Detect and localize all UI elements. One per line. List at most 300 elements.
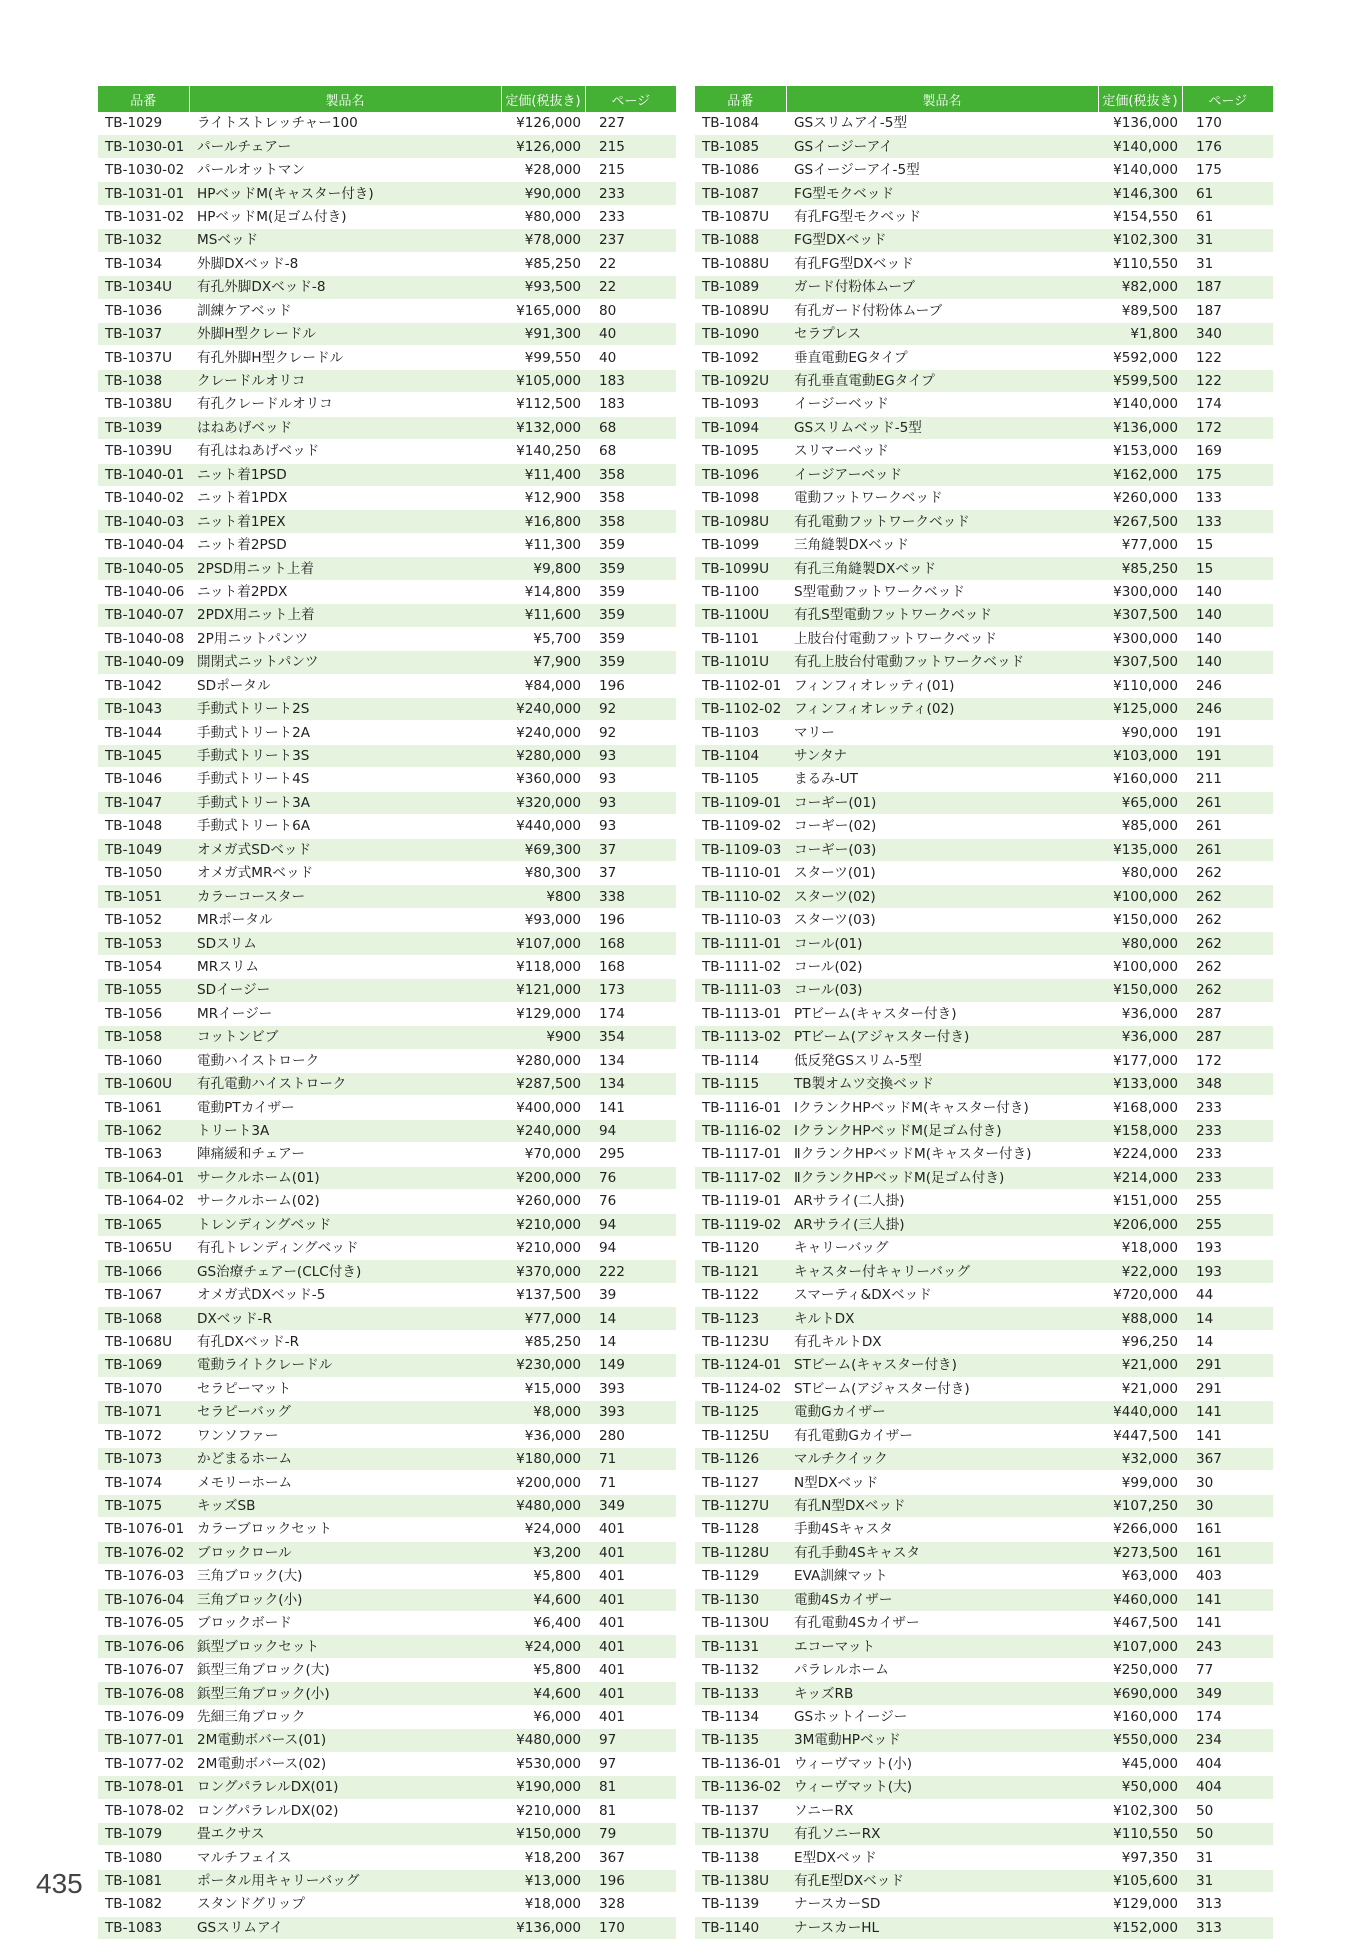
table-row — [98, 1471, 676, 1494]
cell-code: TB-1116-01 — [695, 1096, 786, 1119]
cell-price: ¥200,000 — [501, 1471, 585, 1494]
cell-code: TB-1066 — [98, 1260, 189, 1283]
cell-page: 133 — [1182, 487, 1273, 510]
cell-name: ワンソファー — [189, 1424, 501, 1447]
cell-name: 有孔電動4Sカイザー — [786, 1612, 1098, 1635]
table-row — [695, 440, 1273, 463]
cell-price: ¥11,300 — [501, 533, 585, 556]
cell-name: 有孔手動4Sキャスタ — [786, 1541, 1098, 1564]
table-row — [98, 369, 676, 392]
cell-price: ¥21,000 — [1098, 1354, 1182, 1377]
cell-page: 401 — [585, 1541, 676, 1564]
cell-page: 61 — [1182, 205, 1273, 228]
cell-code: TB-1031-01 — [98, 182, 189, 205]
cell-price: ¥136,000 — [1098, 416, 1182, 439]
header-name: 製品名 — [189, 86, 501, 112]
table-row — [98, 1166, 676, 1189]
table-row — [98, 510, 676, 533]
cell-name: 手動式トリート3S — [189, 744, 501, 767]
cell-name: 有孔三角縫製DXベッド — [786, 557, 1098, 580]
cell-page: 93 — [585, 815, 676, 838]
cell-page: 50 — [1182, 1822, 1273, 1845]
cell-page: 262 — [1182, 885, 1273, 908]
cell-price: ¥267,500 — [1098, 510, 1182, 533]
table-row — [695, 1705, 1273, 1728]
cell-name: ブロックロール — [189, 1541, 501, 1564]
cell-page: 141 — [1182, 1588, 1273, 1611]
cell-price: ¥300,000 — [1098, 627, 1182, 650]
cell-name: E型DXベッド — [786, 1846, 1098, 1869]
cell-price: ¥150,000 — [1098, 908, 1182, 931]
cell-code: TB-1079 — [98, 1822, 189, 1845]
cell-name: コール(02) — [786, 955, 1098, 978]
cell-price: ¥5,800 — [501, 1565, 585, 1588]
cell-code: TB-1139 — [695, 1893, 786, 1916]
cell-code: TB-1109-01 — [695, 791, 786, 814]
cell-page: 233 — [1182, 1119, 1273, 1142]
cell-code: TB-1037U — [98, 346, 189, 369]
cell-price: ¥69,300 — [501, 838, 585, 861]
cell-page: 141 — [585, 1096, 676, 1119]
cell-code: TB-1095 — [695, 440, 786, 463]
cell-code: TB-1084 — [695, 112, 786, 135]
cell-code: TB-1135 — [695, 1729, 786, 1752]
cell-price: ¥132,000 — [501, 416, 585, 439]
table-row — [695, 1565, 1273, 1588]
table-row — [695, 1307, 1273, 1330]
cell-page: 233 — [585, 182, 676, 205]
cell-page: 354 — [585, 1026, 676, 1049]
cell-price: ¥11,400 — [501, 463, 585, 486]
cell-page: 328 — [585, 1893, 676, 1916]
table-row — [98, 1612, 676, 1635]
table-row — [98, 721, 676, 744]
cell-price: ¥8,000 — [501, 1401, 585, 1424]
cell-name: MRスリム — [189, 955, 501, 978]
table-row — [695, 1190, 1273, 1213]
table-row — [695, 1260, 1273, 1283]
cell-price: ¥14,800 — [501, 580, 585, 603]
cell-name: スターツ(01) — [786, 862, 1098, 885]
table-row — [98, 1869, 676, 1892]
table-header-left — [98, 86, 676, 112]
cell-code: TB-1074 — [98, 1471, 189, 1494]
cell-price: ¥530,000 — [501, 1752, 585, 1775]
table-row — [98, 1213, 676, 1236]
cell-price: ¥280,000 — [501, 744, 585, 767]
cell-code: TB-1099 — [695, 533, 786, 556]
cell-name: STビーム(キャスター付き) — [786, 1354, 1098, 1377]
cell-page: 262 — [1182, 862, 1273, 885]
cell-page: 93 — [585, 744, 676, 767]
cell-code: TB-1087 — [695, 182, 786, 205]
cell-name: 電動PTカイザー — [189, 1096, 501, 1119]
cell-price: ¥105,600 — [1098, 1869, 1182, 1892]
cell-code: TB-1076-02 — [98, 1541, 189, 1564]
table-row — [695, 158, 1273, 181]
cell-code: TB-1083 — [98, 1916, 189, 1939]
cell-page: 193 — [1182, 1237, 1273, 1260]
cell-page: 15 — [1182, 533, 1273, 556]
cell-code: TB-1047 — [98, 791, 189, 814]
cell-page: 140 — [1182, 580, 1273, 603]
cell-name: GSイージーアイ-5型 — [786, 158, 1098, 181]
table-row — [98, 276, 676, 299]
table-row — [695, 182, 1273, 205]
cell-name: ライトストレッチャー100 — [189, 112, 501, 135]
table-row — [98, 1565, 676, 1588]
cell-code: TB-1126 — [695, 1447, 786, 1470]
cell-code: TB-1034 — [98, 252, 189, 275]
cell-price: ¥15,000 — [501, 1377, 585, 1400]
cell-name: トリート3A — [189, 1119, 501, 1142]
page-number: 435 — [36, 1868, 83, 1899]
table-row — [98, 885, 676, 908]
cell-name: マリー — [786, 721, 1098, 744]
cell-page: 31 — [1182, 1846, 1273, 1869]
cell-price: ¥150,000 — [501, 1822, 585, 1845]
table-row — [98, 463, 676, 486]
cell-page: 140 — [1182, 604, 1273, 627]
table-row — [98, 1096, 676, 1119]
cell-name: GSイージーアイ — [786, 135, 1098, 158]
cell-name: 有孔外脚DXベッド-8 — [189, 276, 501, 299]
cell-page: 81 — [585, 1776, 676, 1799]
header-code: 品番 — [98, 86, 189, 112]
table-row — [695, 932, 1273, 955]
cell-price: ¥85,250 — [501, 1330, 585, 1353]
cell-name: ナースカーSD — [786, 1893, 1098, 1916]
cell-price: ¥78,000 — [501, 229, 585, 252]
cell-code: TB-1029 — [98, 112, 189, 135]
cell-code: TB-1040-07 — [98, 604, 189, 627]
cell-code: TB-1110-02 — [695, 885, 786, 908]
cell-price: ¥24,000 — [501, 1518, 585, 1541]
table-row — [695, 1002, 1273, 1025]
cell-name: かどまるホーム — [189, 1447, 501, 1470]
cell-code: TB-1062 — [98, 1119, 189, 1142]
cell-page: 140 — [1182, 651, 1273, 674]
table-row — [695, 627, 1273, 650]
table-row — [695, 697, 1273, 720]
cell-code: TB-1132 — [695, 1658, 786, 1681]
table-row — [695, 533, 1273, 556]
cell-page: 14 — [585, 1330, 676, 1353]
cell-code: TB-1051 — [98, 885, 189, 908]
cell-code: TB-1110-03 — [695, 908, 786, 931]
cell-price: ¥36,000 — [1098, 1002, 1182, 1025]
table-row — [98, 1682, 676, 1705]
cell-code: TB-1136-01 — [695, 1752, 786, 1775]
cell-page: 340 — [1182, 322, 1273, 345]
table-row — [98, 1635, 676, 1658]
cell-page: 255 — [1182, 1213, 1273, 1236]
cell-price: ¥13,000 — [501, 1869, 585, 1892]
cell-page: 348 — [1182, 1072, 1273, 1095]
cell-code: TB-1039 — [98, 416, 189, 439]
table-row — [98, 440, 676, 463]
cell-page: 76 — [585, 1190, 676, 1213]
cell-name: トレンディングベッド — [189, 1213, 501, 1236]
cell-name: ニット着1PEX — [189, 510, 501, 533]
cell-name: 有孔外脚H型クレードル — [189, 346, 501, 369]
cell-name: 鋲型ブロックセット — [189, 1635, 501, 1658]
cell-price: ¥36,000 — [1098, 1026, 1182, 1049]
cell-page: 68 — [585, 416, 676, 439]
cell-name: 手動式トリート3A — [189, 791, 501, 814]
cell-code: TB-1103 — [695, 721, 786, 744]
cell-name: 有孔S型電動フットワークベッド — [786, 604, 1098, 627]
cell-code: TB-1123U — [695, 1330, 786, 1353]
cell-name: フィンフィオレッティ(02) — [786, 697, 1098, 720]
cell-price: ¥200,000 — [501, 1166, 585, 1189]
table-row — [98, 791, 676, 814]
cell-price: ¥99,000 — [1098, 1471, 1182, 1494]
cell-page: 358 — [585, 463, 676, 486]
cell-name: 外脚DXベッド-8 — [189, 252, 501, 275]
table-row — [98, 1705, 676, 1728]
table-row — [695, 1447, 1273, 1470]
cell-code: TB-1038 — [98, 369, 189, 392]
table-row — [695, 1401, 1273, 1424]
cell-code: TB-1040-03 — [98, 510, 189, 533]
cell-name: 2M電動ボバース(01) — [189, 1729, 501, 1752]
cell-page: 30 — [1182, 1471, 1273, 1494]
cell-name: FG型DXベッド — [786, 229, 1098, 252]
cell-page: 261 — [1182, 791, 1273, 814]
cell-code: TB-1068 — [98, 1307, 189, 1330]
cell-code: TB-1117-02 — [695, 1166, 786, 1189]
cell-page: 262 — [1182, 908, 1273, 931]
cell-name: ニット着2PDX — [189, 580, 501, 603]
cell-price: ¥599,500 — [1098, 369, 1182, 392]
table-row — [695, 322, 1273, 345]
cell-price: ¥135,000 — [1098, 838, 1182, 861]
cell-code: TB-1130U — [695, 1612, 786, 1635]
cell-name: GSスリムアイ-5型 — [786, 112, 1098, 135]
cell-name: ウィーヴマット(大) — [786, 1776, 1098, 1799]
table-row — [695, 112, 1273, 135]
cell-code: TB-1046 — [98, 768, 189, 791]
cell-page: 291 — [1182, 1377, 1273, 1400]
cell-page: 403 — [1182, 1565, 1273, 1588]
cell-price: ¥210,000 — [501, 1213, 585, 1236]
cell-name: 手動式トリート4S — [189, 768, 501, 791]
table-row — [98, 1026, 676, 1049]
cell-name: N型DXベッド — [786, 1471, 1098, 1494]
cell-name: スタンドグリップ — [189, 1893, 501, 1916]
cell-price: ¥129,000 — [501, 1002, 585, 1025]
cell-name: 低反発GSスリム-5型 — [786, 1049, 1098, 1072]
cell-code: TB-1111-02 — [695, 955, 786, 978]
cell-price: ¥4,600 — [501, 1682, 585, 1705]
table-row — [98, 1424, 676, 1447]
cell-name: キッズSB — [189, 1494, 501, 1517]
cell-name: MRイージー — [189, 1002, 501, 1025]
cell-name: 上肢台付電動フットワークベッド — [786, 627, 1098, 650]
cell-name: EVA訓練マット — [786, 1565, 1098, 1588]
cell-code: TB-1040-02 — [98, 487, 189, 510]
cell-page: 233 — [585, 205, 676, 228]
cell-code: TB-1121 — [695, 1260, 786, 1283]
cell-page: 196 — [585, 908, 676, 931]
cell-page: 93 — [585, 768, 676, 791]
cell-code: TB-1068U — [98, 1330, 189, 1353]
table-row — [695, 393, 1273, 416]
cell-price: ¥592,000 — [1098, 346, 1182, 369]
cell-code: TB-1128 — [695, 1518, 786, 1541]
cell-code: TB-1117-01 — [695, 1143, 786, 1166]
cell-code: TB-1136-02 — [695, 1776, 786, 1799]
cell-price: ¥900 — [501, 1026, 585, 1049]
cell-price: ¥250,000 — [1098, 1658, 1182, 1681]
cell-price: ¥480,000 — [501, 1729, 585, 1752]
cell-price: ¥110,550 — [1098, 252, 1182, 275]
cell-price: ¥70,000 — [501, 1143, 585, 1166]
cell-price: ¥100,000 — [1098, 955, 1182, 978]
cell-name: まるみ-UT — [786, 768, 1098, 791]
cell-name: 電動Gカイザー — [786, 1401, 1098, 1424]
cell-code: TB-1127U — [695, 1494, 786, 1517]
cell-code: TB-1073 — [98, 1447, 189, 1470]
cell-name: コットンビブ — [189, 1026, 501, 1049]
cell-name: 有孔ソニーRX — [786, 1822, 1098, 1845]
cell-price: ¥440,000 — [501, 815, 585, 838]
cell-name: 有孔FG型DXベッド — [786, 252, 1098, 275]
cell-price: ¥158,000 — [1098, 1119, 1182, 1142]
cell-name: メモリーホーム — [189, 1471, 501, 1494]
cell-code: TB-1098 — [695, 487, 786, 510]
table-row — [98, 112, 676, 135]
cell-page: 187 — [1182, 299, 1273, 322]
table-row — [98, 1119, 676, 1142]
cell-price: ¥99,550 — [501, 346, 585, 369]
cell-page: 183 — [585, 369, 676, 392]
cell-price: ¥65,000 — [1098, 791, 1182, 814]
cell-price: ¥96,250 — [1098, 1330, 1182, 1353]
table-row — [695, 908, 1273, 931]
cell-price: ¥140,000 — [1098, 135, 1182, 158]
cell-name: コーギー(03) — [786, 838, 1098, 861]
table-row — [695, 299, 1273, 322]
cell-name: セラピーマット — [189, 1377, 501, 1400]
cell-page: 31 — [1182, 252, 1273, 275]
cell-price: ¥136,000 — [1098, 112, 1182, 135]
table-row — [98, 1658, 676, 1681]
table-row — [98, 1893, 676, 1916]
cell-name: 有孔キルトDX — [786, 1330, 1098, 1353]
cell-price: ¥18,000 — [1098, 1237, 1182, 1260]
cell-code: TB-1088 — [695, 229, 786, 252]
cell-name: マルチクイック — [786, 1447, 1098, 1470]
cell-code: TB-1104 — [695, 744, 786, 767]
table-row — [695, 1283, 1273, 1306]
table-row — [98, 580, 676, 603]
table-row — [695, 768, 1273, 791]
cell-page: 168 — [585, 932, 676, 955]
cell-code: TB-1129 — [695, 1565, 786, 1588]
cell-code: TB-1040-01 — [98, 463, 189, 486]
cell-code: TB-1077-02 — [98, 1752, 189, 1775]
table-row — [695, 135, 1273, 158]
cell-name: セラプレス — [786, 322, 1098, 345]
cell-code: TB-1072 — [98, 1424, 189, 1447]
cell-price: ¥260,000 — [501, 1190, 585, 1213]
cell-price: ¥110,000 — [1098, 674, 1182, 697]
cell-page: 79 — [585, 1822, 676, 1845]
cell-code: TB-1076-04 — [98, 1588, 189, 1611]
cell-page: 30 — [1182, 1494, 1273, 1517]
cell-page: 141 — [1182, 1424, 1273, 1447]
cell-page: 262 — [1182, 979, 1273, 1002]
cell-page: 358 — [585, 510, 676, 533]
table-row — [98, 651, 676, 674]
cell-page: 404 — [1182, 1776, 1273, 1799]
cell-code: TB-1088U — [695, 252, 786, 275]
cell-code: TB-1048 — [98, 815, 189, 838]
cell-name: オメガ式SDベッド — [189, 838, 501, 861]
cell-name: 鋲型三角ブロック(大) — [189, 1658, 501, 1681]
cell-price: ¥82,000 — [1098, 276, 1182, 299]
cell-code: TB-1137 — [695, 1799, 786, 1822]
cell-page: 233 — [1182, 1166, 1273, 1189]
cell-page: 22 — [585, 252, 676, 275]
cell-code: TB-1124-01 — [695, 1354, 786, 1377]
cell-price: ¥125,000 — [1098, 697, 1182, 720]
table-row — [98, 815, 676, 838]
cell-code: TB-1109-03 — [695, 838, 786, 861]
cell-page: 77 — [1182, 1658, 1273, 1681]
cell-page: 246 — [1182, 697, 1273, 720]
table-row — [98, 1283, 676, 1306]
cell-price: ¥126,000 — [501, 135, 585, 158]
table-row — [98, 1776, 676, 1799]
cell-name: 陣痛緩和チェアー — [189, 1143, 501, 1166]
cell-name: 2M電動ボバース(02) — [189, 1752, 501, 1775]
cell-page: 92 — [585, 721, 676, 744]
header-price: 定価(税抜き) — [501, 86, 585, 112]
cell-name: 外脚H型クレードル — [189, 322, 501, 345]
cell-code: TB-1042 — [98, 674, 189, 697]
cell-code: TB-1090 — [695, 322, 786, 345]
cell-name: キルトDX — [786, 1307, 1098, 1330]
cell-name: キャリーバッグ — [786, 1237, 1098, 1260]
cell-price: ¥467,500 — [1098, 1612, 1182, 1635]
cell-price: ¥118,000 — [501, 955, 585, 978]
table-row — [695, 604, 1273, 627]
cell-page: 401 — [585, 1658, 676, 1681]
table-row — [695, 1026, 1273, 1049]
cell-name: カラーブロックセット — [189, 1518, 501, 1541]
cell-code: TB-1056 — [98, 1002, 189, 1025]
table-header-right — [695, 86, 1273, 112]
cell-code: TB-1082 — [98, 1893, 189, 1916]
cell-code: TB-1036 — [98, 299, 189, 322]
cell-code: TB-1113-02 — [695, 1026, 786, 1049]
table-row — [695, 955, 1273, 978]
table-row — [695, 510, 1273, 533]
table-row — [98, 1494, 676, 1517]
table-row — [98, 299, 676, 322]
cell-price: ¥107,250 — [1098, 1494, 1182, 1517]
table-row — [98, 1143, 676, 1166]
cell-price: ¥165,000 — [501, 299, 585, 322]
cell-page: 71 — [585, 1447, 676, 1470]
cell-page: 401 — [585, 1612, 676, 1635]
table-row — [695, 1799, 1273, 1822]
cell-price: ¥105,000 — [501, 369, 585, 392]
cell-page: 175 — [1182, 463, 1273, 486]
